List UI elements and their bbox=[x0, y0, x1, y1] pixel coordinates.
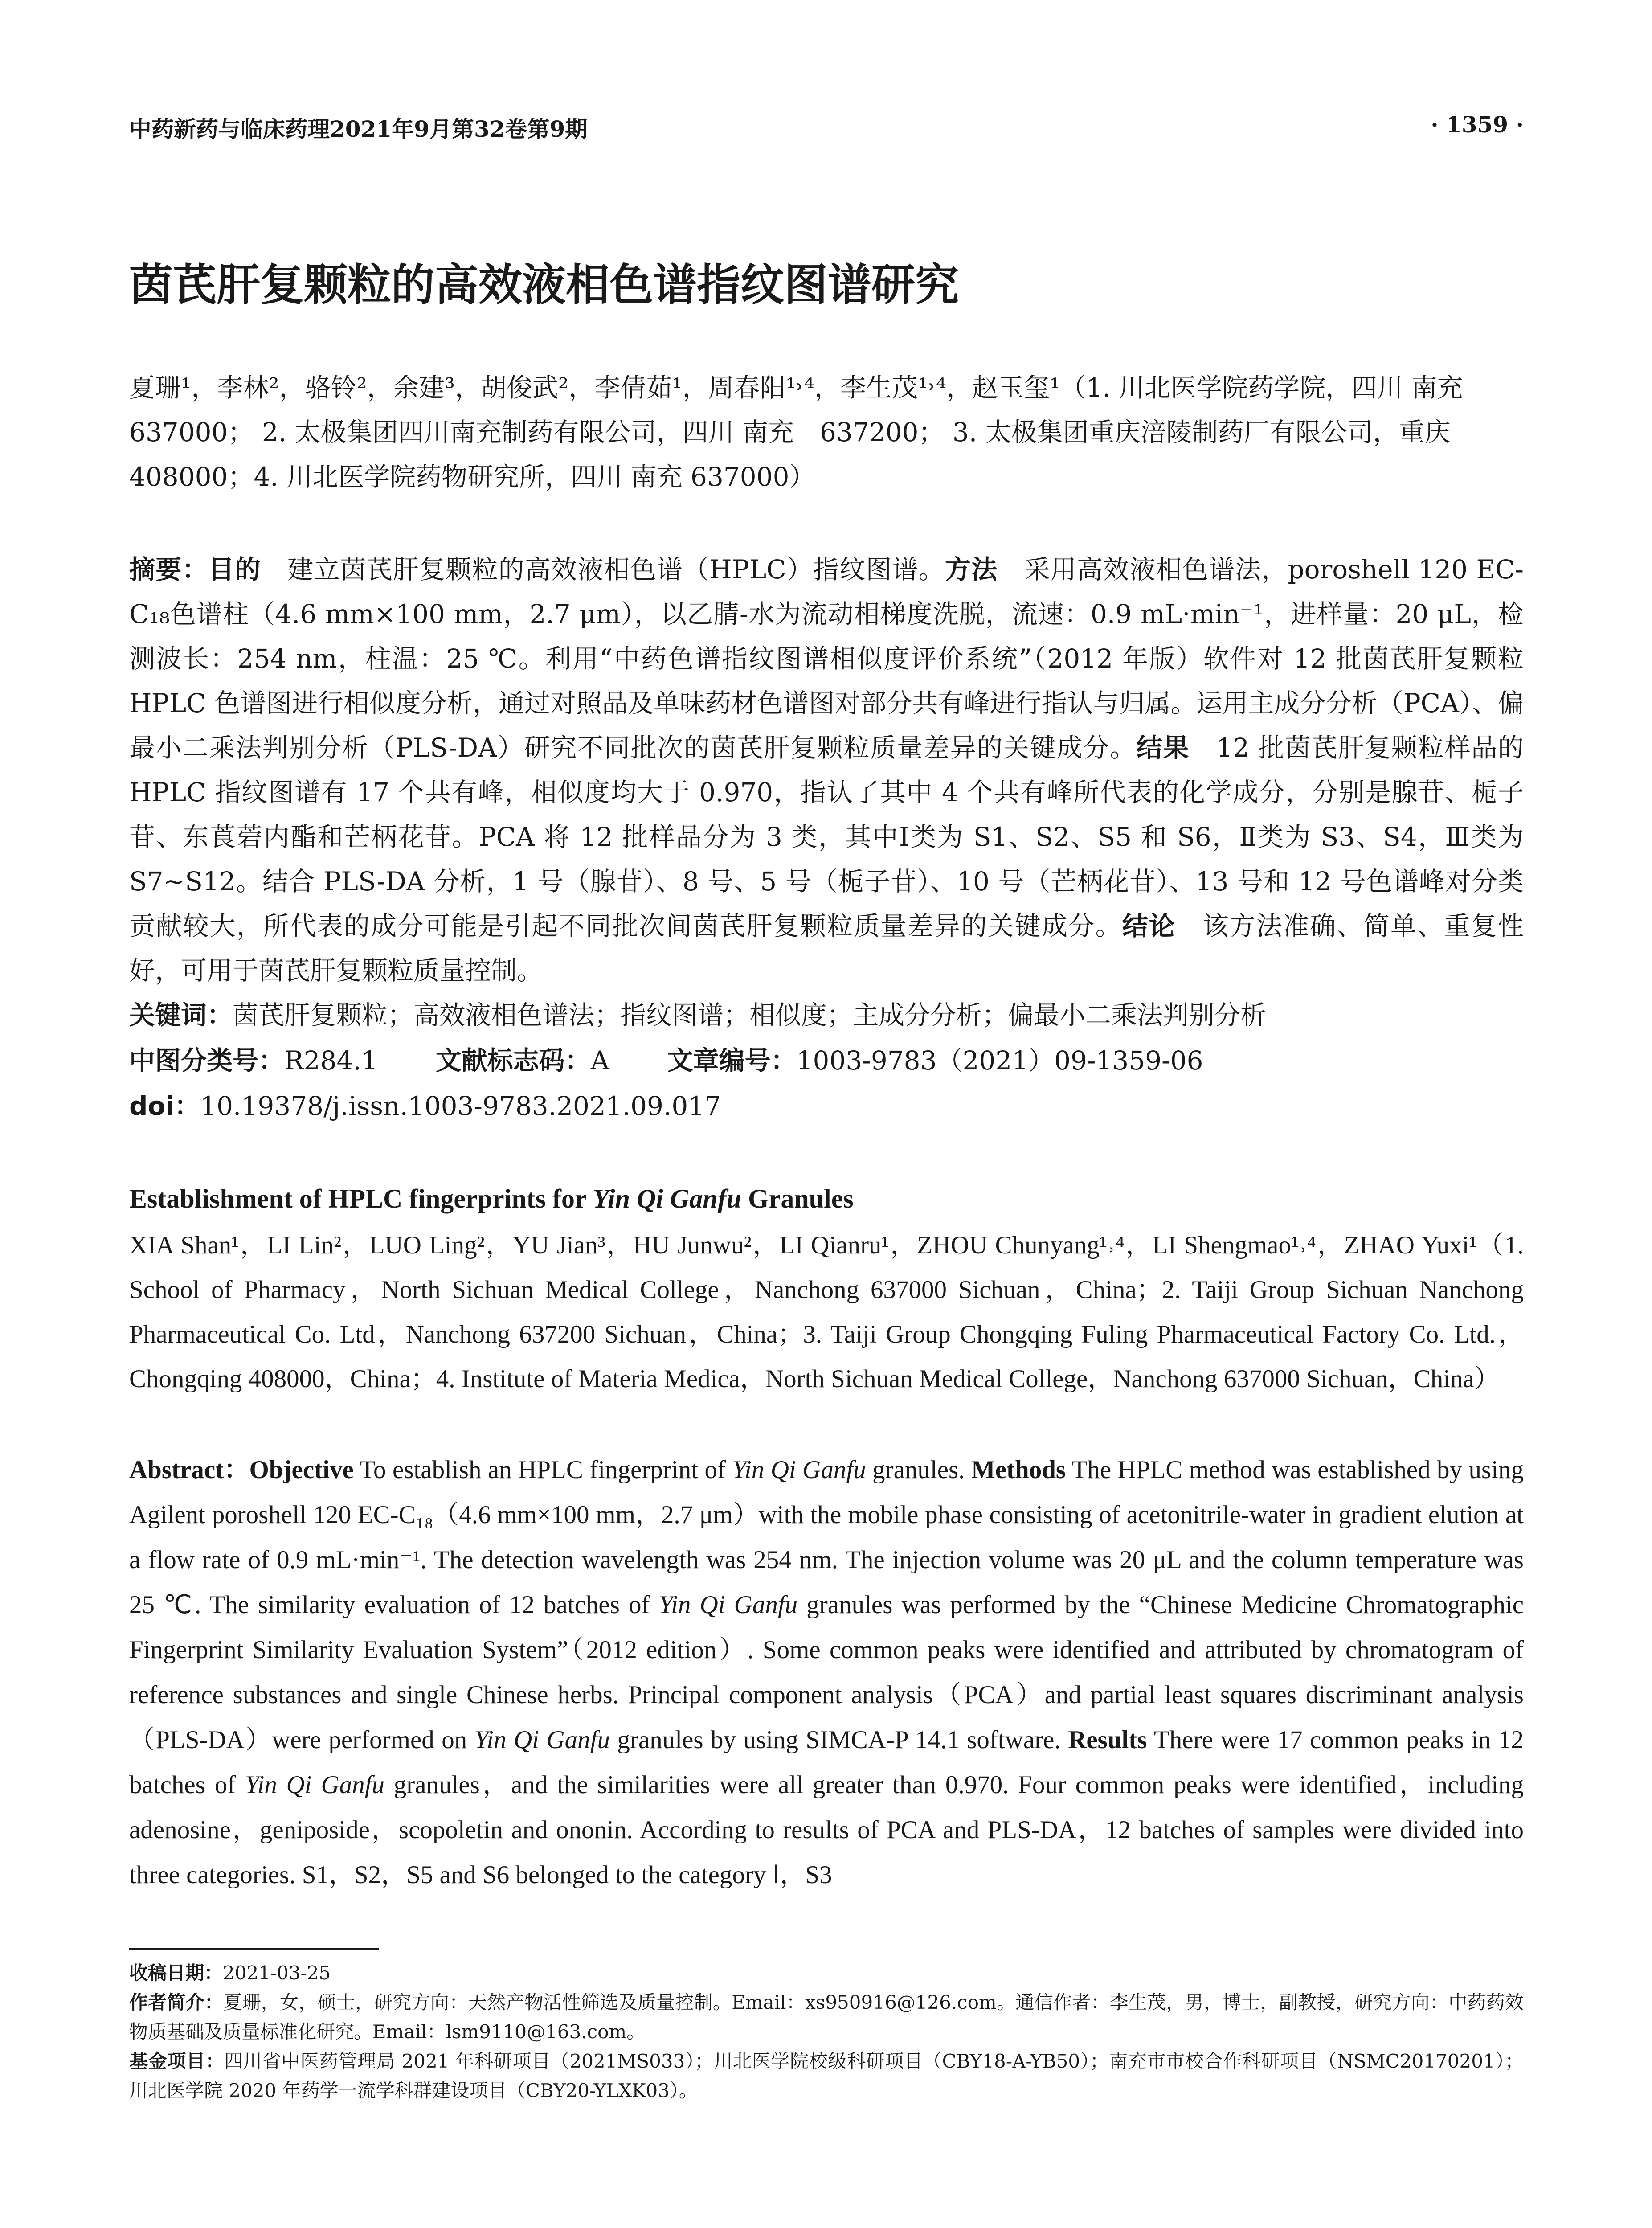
methods-label-en: Methods bbox=[971, 1456, 1066, 1484]
title-en-italic: Yin Qi Ganfu bbox=[593, 1184, 742, 1213]
abstract-cn bbox=[129, 547, 1524, 993]
methods-text-en-italic-2: Yin Qi Ganfu bbox=[474, 1726, 610, 1754]
objective-text-en-a: To establish an HPLC fingerprint of bbox=[353, 1456, 732, 1484]
title-en-part1: Establishment of HPLC fingerprints for bbox=[129, 1184, 593, 1213]
classification-line bbox=[129, 1038, 1524, 1083]
doc-code-value: A bbox=[590, 1045, 609, 1076]
methods-label-cn: 方法 bbox=[945, 554, 998, 585]
footnote-received bbox=[129, 1958, 1524, 1988]
abstract-en bbox=[129, 1447, 1524, 1897]
results-text-en-a: There were 17 common peaks in 12 batches of bbox=[129, 1726, 1524, 1799]
keywords-label-cn: 关键词： bbox=[129, 1000, 233, 1030]
authors-affiliations-en: XIA Shan¹，LI Lin²，LUO Ling²，YU Jian³，HU Junwu²，LI Qianru¹，ZHOU Chunyang¹˒⁴，LI Shengmao¹˒⁴，ZHAO Yuxi¹（1. School of Pharmacy，North Sichuan Medical College，Nanchong 637000 Sichuan，China；2. Taiji Group Sichuan Nanchong Pharmaceutical Co. Ltd，Nanchong 637200 Sichuan，China；3. Taiji Group Chongqing Fuling Pharmaceutical Factory Co. Ltd.，Chongqing 408000，China；4. Institute of Materia Medica，North Sichuan Medical College，Nanchong 637000 Sichuan，China） bbox=[129, 1231, 1524, 1393]
title-en-part2: Granules bbox=[741, 1184, 854, 1213]
results-text-en-italic: Yin Qi Ganfu bbox=[245, 1771, 384, 1799]
fund-info: 四川省中医药管理局 2021 年科研项目（2021MS033）；川北医学院校级科研项目（CBY18-A-YB50）；南充市市校合作科研项目（NSMC20170201）；川北医学院 2020 年药学一流学科群建设项目（CBY20-YLXK03）。 bbox=[129, 2050, 1524, 2101]
methods-text-en-a: The HPLC method was established by using Agilent poroshell 120 EC-C₁₈（4.6 mm×100 mm，2.7 μm）with the mobile phase consisting of acetonitrile-water in gradient elution at a flow rate of 0.9 mL·min⁻¹. The detection wavelength was 254 nm. The injection volume was 20 μL and the column temperature was 25 ℃. The similarity evaluation of 12 batches of bbox=[129, 1456, 1524, 1619]
author-label: 作者简介： bbox=[129, 1991, 224, 2013]
running-header bbox=[129, 111, 1524, 147]
author-info: 夏珊，女，硕士，研究方向：天然产物活性筛选及质量控制。Email：xs950916@126.com。通信作者：李生茂，男，博士，副教授，研究方向：中药药效物质基础及质量标准化研究。Email：lsm9110@163.com。 bbox=[129, 1991, 1524, 2043]
footnote-divider bbox=[129, 1948, 379, 1950]
objective-text-en-italic: Yin Qi Ganfu bbox=[732, 1456, 866, 1484]
abstract-label-cn: 摘要： bbox=[129, 554, 209, 585]
abstract-label-en: Abstract： bbox=[129, 1456, 249, 1484]
clc-value: R284.1 bbox=[284, 1045, 378, 1076]
results-text-en-b: granules，and the similarities were all greater than 0.970. Four common peaks were identified，including adenosine，geniposide，scopoletin and ononin. According to results of PCA and PLS-DA，12 batches of samples were divided into three categories. S1，S2，S5 and S6 belonged to the category Ⅰ，S3 bbox=[129, 1771, 1524, 1889]
article-no-label: 文章编号： bbox=[667, 1045, 797, 1076]
footnotes bbox=[129, 1958, 1524, 2105]
results-text-cn: 12 批茵芪肝复颗粒样品的 HPLC 指纹图谱有 17 个共有峰，相似度均大于 0.970，指认了其中 4 个共有峰所代表的化学成分，分别是腺苷、栀子苷、东莨菪内酯和芒柄花苷。PCA 将 12 批样品分为 3 类，其中Ⅰ类为 S1、S2、S5 和 S6，Ⅱ类为 S3、S4，Ⅲ类为 S7~S12。结合 PLS-DA 分析，1 号（腺苷）、8 号、5 号（栀子苷）、10 号（芒柄花苷）、13 号和 12 号色谱峰对分类贡献较大，所代表的成分可能是引起不同批次间茵芪肝复颗粒质量差异的关键成分。 bbox=[129, 733, 1524, 941]
fund-label: 基金项目： bbox=[129, 2050, 225, 2072]
methods-text-cn: 采用高效液相色谱法，poroshell 120 EC-C₁₈色谱柱（4.6 mm×100 mm，2.7 μm），以乙腈-水为流动相梯度洗脱，流速：0.9 mL·min⁻¹，进样量：20 μL，检测波长：254 nm，柱温：25 ℃。利用“中药色谱指纹图谱相似度评价系统”（2012 年版）软件对 12 批茵芪肝复颗粒 HPLC 色谱图进行相似度分析，通过对照品及单味药材色谱图对部分共有峰进行指认与归属。运用主成分分析（PCA）、偏最小二乘法判别分析（PLS-DA）研究不同批次的茵芪肝复颗粒质量差异的关键成分。 bbox=[129, 554, 1524, 763]
results-label-en: Results bbox=[1068, 1726, 1147, 1754]
doi-label: doi： bbox=[129, 1091, 200, 1121]
doi-line bbox=[129, 1084, 1524, 1128]
keywords-text-cn: 茵芪肝复颗粒；高效液相色谱法；指纹图谱；相似度；主成分分析；偏最小二乘法判别分析 bbox=[233, 1000, 1267, 1030]
footnote-author bbox=[129, 1988, 1524, 2047]
results-label-cn: 结果 bbox=[1136, 733, 1190, 763]
methods-text-en-c: granules by using SIMCA-P 14.1 software. bbox=[609, 1726, 1068, 1754]
keywords-cn bbox=[129, 993, 1524, 1037]
received-label: 收稿日期： bbox=[129, 1962, 223, 1984]
article-title-cn: 茵芪肝复颗粒的高效液相色谱指纹图谱研究 bbox=[129, 260, 959, 311]
methods-text-en-b: granules was performed by the “Chinese Medicine Chromatographic Fingerprint Similarity Evaluation System”（2012 edition）. Some common peaks were identified and attributed by chromatogram of reference substances and single Chinese herbs. Principal component analysis（PCA）and partial least squares discriminant analysis（PLS-DA）were performed on bbox=[129, 1591, 1524, 1754]
objective-label-cn: 目的 bbox=[208, 554, 261, 585]
received-date: 2021-03-25 bbox=[223, 1962, 331, 1984]
doc-code-label: 文献标志码： bbox=[435, 1045, 591, 1076]
journal-name: 中药新药与临床药理2021年9月第32卷第9期 bbox=[129, 116, 588, 142]
objective-label-en: Objective bbox=[249, 1456, 354, 1484]
conclusion-label-cn: 结论 bbox=[1122, 911, 1176, 941]
conclusion-text-cn: 该方法准确、简单、重复性好，可用于茵芪肝复颗粒质量控制。 bbox=[129, 911, 1524, 986]
doi-value: 10.19378/j.issn.1003-9783.2021.09.017 bbox=[200, 1091, 721, 1121]
methods-text-en-italic-1: Yin Qi Ganfu bbox=[658, 1591, 798, 1619]
authors-affiliations-cn: 夏珊¹，李林²，骆铃²，余建³，胡俊武²，李倩茹¹，周春阳¹˒⁴，李生茂¹˒⁴，赵玉玺¹（1. 川北医学院药学院，四川 南充 637000； 2. 太极集团四川南充制药有限公司，四川 南充 637200； 3. 太极集团重庆涪陵制药厂有限公司，重庆 408000；4. 川北医学院药物研究所，四川 南充 637000） bbox=[129, 373, 1463, 492]
clc-label: 中图分类号： bbox=[129, 1045, 285, 1076]
article-no-value: 1003-9783（2021）09-1359-06 bbox=[796, 1045, 1203, 1076]
objective-text-en-b: granules. bbox=[866, 1456, 971, 1484]
footnote-fund bbox=[129, 2047, 1524, 2105]
objective-text-cn: 建立茵芪肝复颗粒的高效液相色谱（HPLC）指纹图谱。 bbox=[261, 554, 945, 585]
page-number: · 1359 · bbox=[1431, 111, 1524, 138]
article-title-en bbox=[129, 1176, 1524, 1221]
